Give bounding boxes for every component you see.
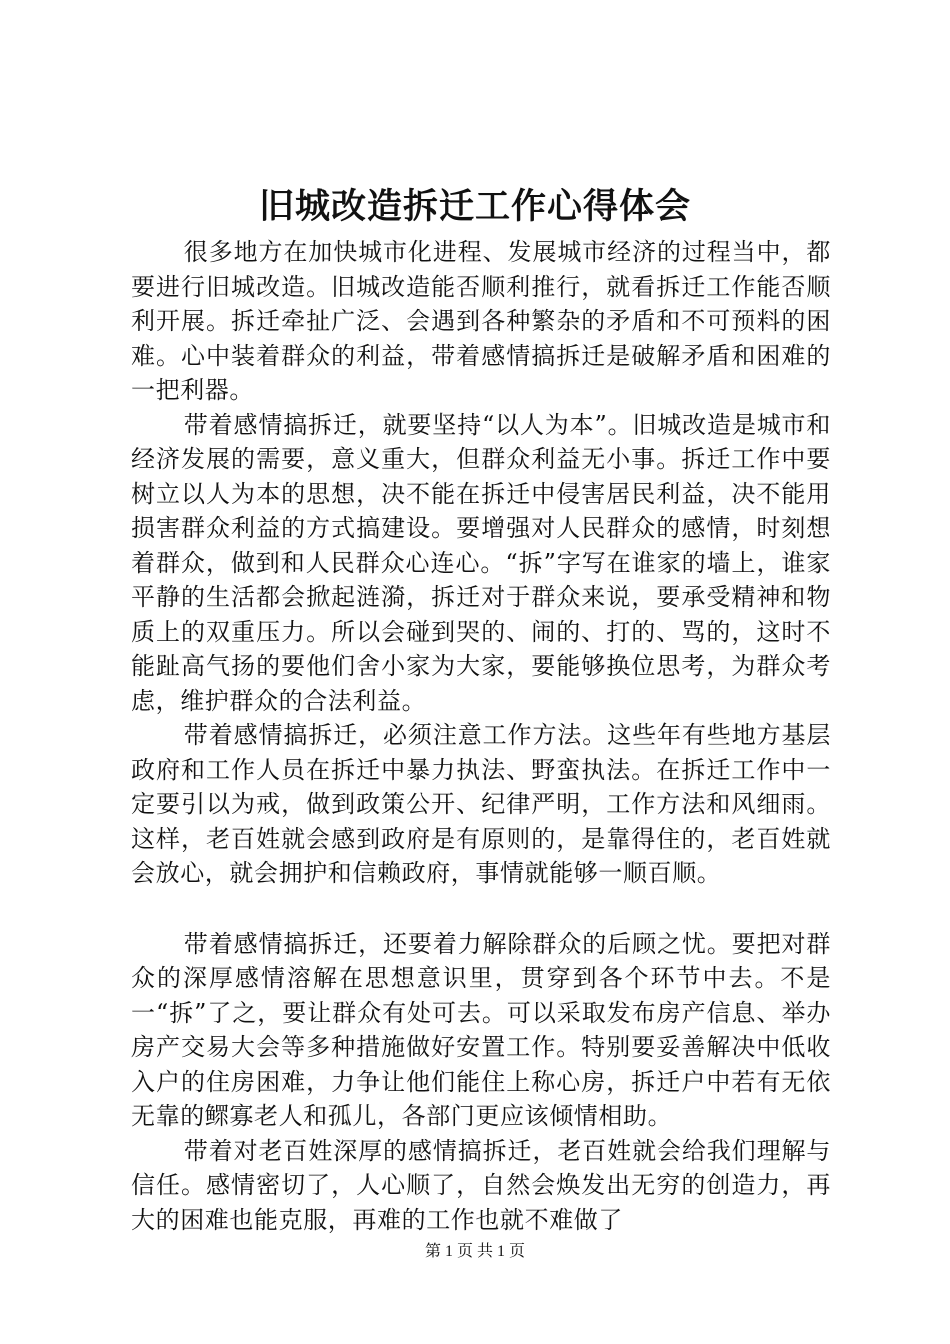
page-number-footer: 第 1 页 共 1 页: [424, 1243, 525, 1260]
paragraph-people-oriented: 带着感情搞拆迁，就要坚持“以人为本”。旧城改造是城市和经济发展的需要，意义重大，但群众利益无小事。拆迁工作中要树立以人为本的思想，决不能在拆迁中侵害居民利益，决不能用损害群众利益的方式搞建设。要增强对人民群众的感情，时刻想着群众，做到和人民群众心连心。“拆”字写在谁家的墙上，谁家平静的生活都会掀起涟漪，拆迁对于群众来说，要承受精神和物质上的双重压力。所以会碰到哭的、闹的、打的、骂的，这时不能趾高气扬的要他们舍小家为大家，要能够换位思考，为群众考虑，维护群众的合法利益。: [131, 410, 831, 715]
document-title: 旧城改造拆迁工作心得体会: [258, 186, 691, 227]
paragraph-work-method: 带着感情搞拆迁，必须注意工作方法。这些年有些地方基层政府和工作人员在拆迁中暴力执法、野蛮执法。在拆迁工作中一定要引以为戒，做到政策公开、纪律严明，工作方法和风细雨。这样，老百姓就会感到政府是有原则的，是靠得住的，老百姓就会放心，就会拥护和信赖政府，事情就能够一顺百顺。: [131, 721, 831, 887]
paragraph-gap: [131, 891, 831, 927]
paragraph-resettlement: 带着感情搞拆迁，还要着力解除群众的后顾之忧。要把对群众的深厚感情溶解在思想意识里，贯穿到各个环节中去。不是一“拆”了之，要让群众有处可去。可以采取发布房产信息、举办房产交易大会等多种措施做好安置工作。特别要妥善解决中低收入户的住房困难，力争让他们能住上称心房，拆迁户中若有无依无靠的鳏寡老人和孤儿，各部门更应该倾情相助。: [131, 929, 831, 1130]
document-body: [131, 235, 831, 1237]
paragraph-intro: 很多地方在加快城市化进程、发展城市经济的过程当中，都要进行旧城改造。旧城改造能否顺利推行，就看拆迁工作能否顺利开展。拆迁牵扯广泛、会遇到各种繁杂的矛盾和不可预料的困难。心中装着群众的利益，带着感情搞拆迁是破解矛盾和困难的一把利器。: [131, 238, 831, 404]
paragraph-conclusion: 带着对老百姓深厚的感情搞拆迁，老百姓就会给我们理解与信任。感情密切了，人心顺了，自然会焕发出无穷的创造力，再大的困难也能克服，再难的工作也就不难做了: [131, 1136, 831, 1234]
